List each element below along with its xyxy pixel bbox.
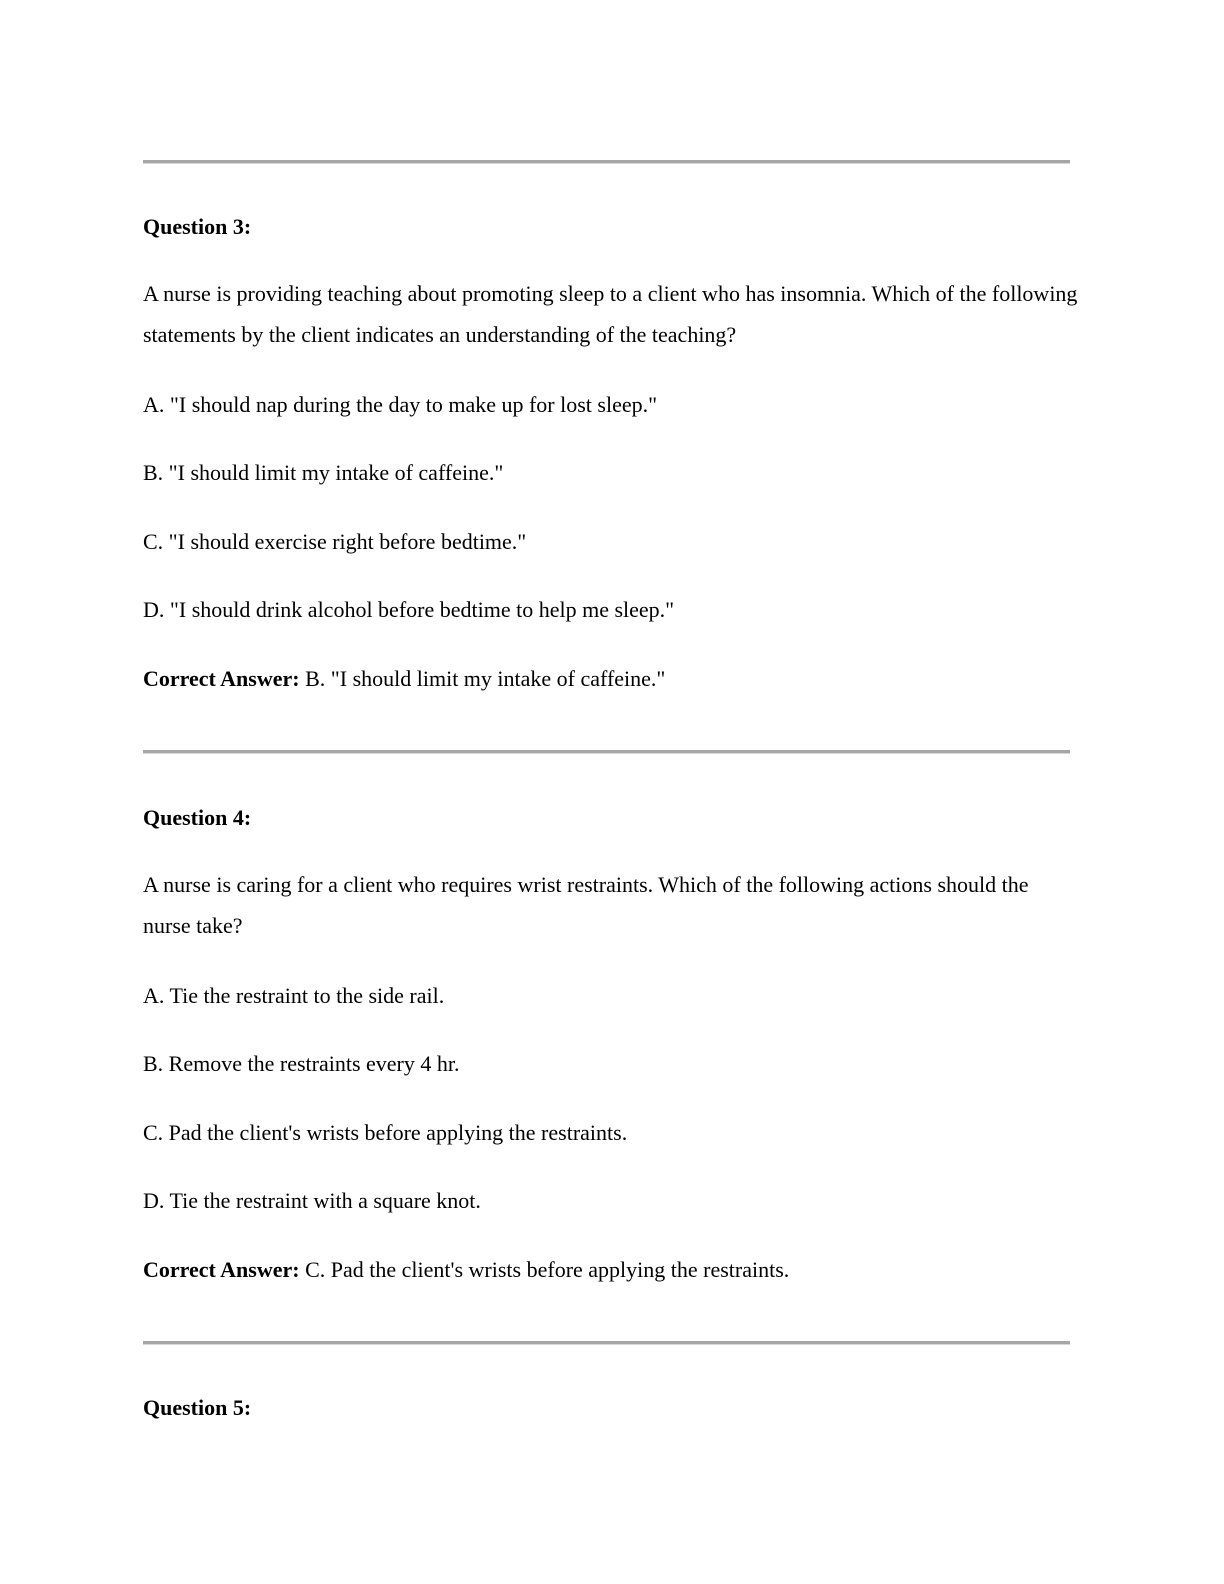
correct-answer: [143, 1249, 789, 1290]
answer-option-a: A. Tie the restraint to the side rail.: [143, 983, 445, 1008]
answer-option-d: D. Tie the restraint with a square knot.: [143, 1188, 481, 1213]
correct-answer-label: Correct Answer:: [143, 666, 300, 691]
answer-option-b: B. "I should limit my intake of caffeine.": [143, 460, 504, 485]
question-heading: Question 3:: [143, 214, 252, 239]
question-heading: Question 4:: [143, 805, 252, 830]
question-heading: Question 5:: [143, 1395, 252, 1420]
correct-answer: [143, 658, 665, 699]
correct-answer-text: B. "I should limit my intake of caffeine.": [299, 666, 666, 691]
answer-option-a: A. "I should nap during the day to make up for lost sleep.": [143, 392, 658, 417]
answer-option-b: B. Remove the restraints every 4 hr.: [143, 1051, 460, 1076]
correct-answer-label: Correct Answer:: [143, 1257, 300, 1282]
correct-answer-text: C. Pad the client's wrists before applying the restraints.: [299, 1257, 790, 1282]
horizontal-rule: [143, 160, 1070, 164]
answer-option-d: D. "I should drink alcohol before bedtime to help me sleep.": [143, 597, 675, 622]
question-stem: A nurse is caring for a client who requires wrist restraints. Which of the following actions should the nurse take?: [143, 872, 1029, 938]
horizontal-rule: [143, 750, 1070, 754]
horizontal-rule: [143, 1341, 1070, 1345]
answer-option-c: C. Pad the client's wrists before applying the restraints.: [143, 1120, 628, 1145]
question-stem: A nurse is providing teaching about promoting sleep to a client who has insomnia. Which of the following statements by the client indicates an understanding of the teaching?: [143, 281, 1078, 347]
answer-option-c: C. "I should exercise right before bedtime.": [143, 529, 527, 554]
